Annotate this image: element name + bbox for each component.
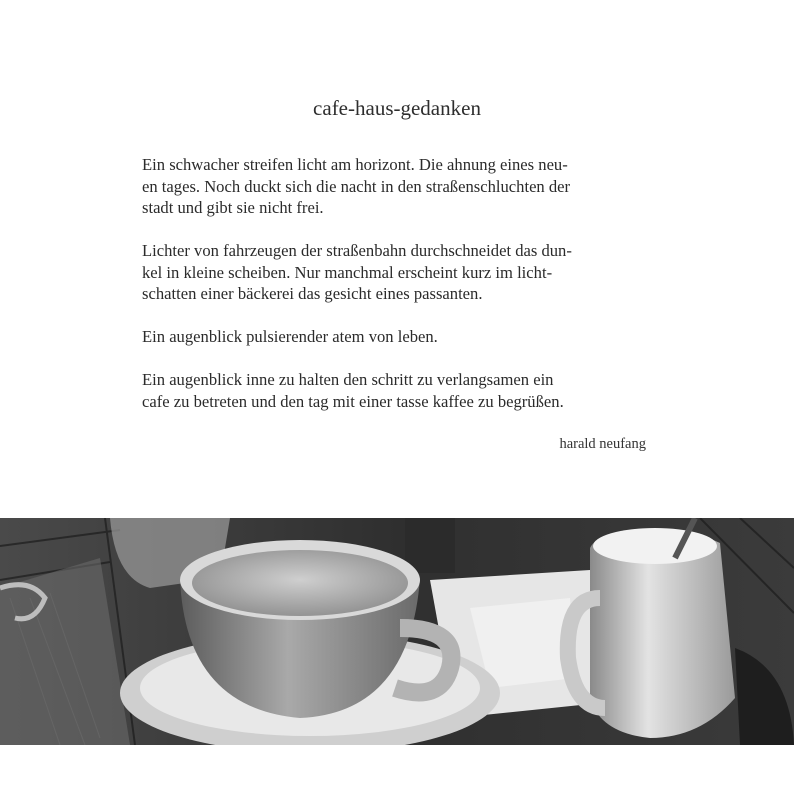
- poem-line: en tages. Noch duckt sich die nacht in den straßenschluchten der: [142, 176, 571, 196]
- poem-line: kel in kleine scheiben. Nur manchmal erscheint kurz im licht-: [142, 262, 553, 282]
- stanza: [142, 326, 642, 348]
- poem-line: schatten einer bäckerei das gesicht eines passanten.: [142, 284, 483, 303]
- poem-line: stadt und gibt sie nicht frei.: [142, 198, 324, 217]
- stanza: [142, 154, 642, 219]
- poem-line: Ein augenblick pulsierender atem von leben.: [142, 327, 438, 346]
- poem-line: Lichter von fahrzeugen der straßenbahn durchschneidet das dun-: [142, 241, 572, 260]
- poem-line: cafe zu betreten und den tag mit einer tasse kaffee zu begrüßen.: [142, 391, 564, 411]
- cafe-photo-illustration: [0, 518, 794, 745]
- cafe-photo: [0, 518, 794, 745]
- poem-line: Ein schwacher streifen licht am horizont. Die ahnung eines neu-: [142, 155, 568, 174]
- stanza: [142, 240, 642, 305]
- author-signature: harald neufang: [559, 436, 646, 452]
- poem-body: [142, 154, 642, 434]
- stanza: [142, 369, 642, 412]
- poem-line: Ein augenblick inne zu halten den schritt zu verlangsamen ein: [142, 370, 554, 389]
- poem-title: cafe-haus-gedanken: [313, 96, 481, 120]
